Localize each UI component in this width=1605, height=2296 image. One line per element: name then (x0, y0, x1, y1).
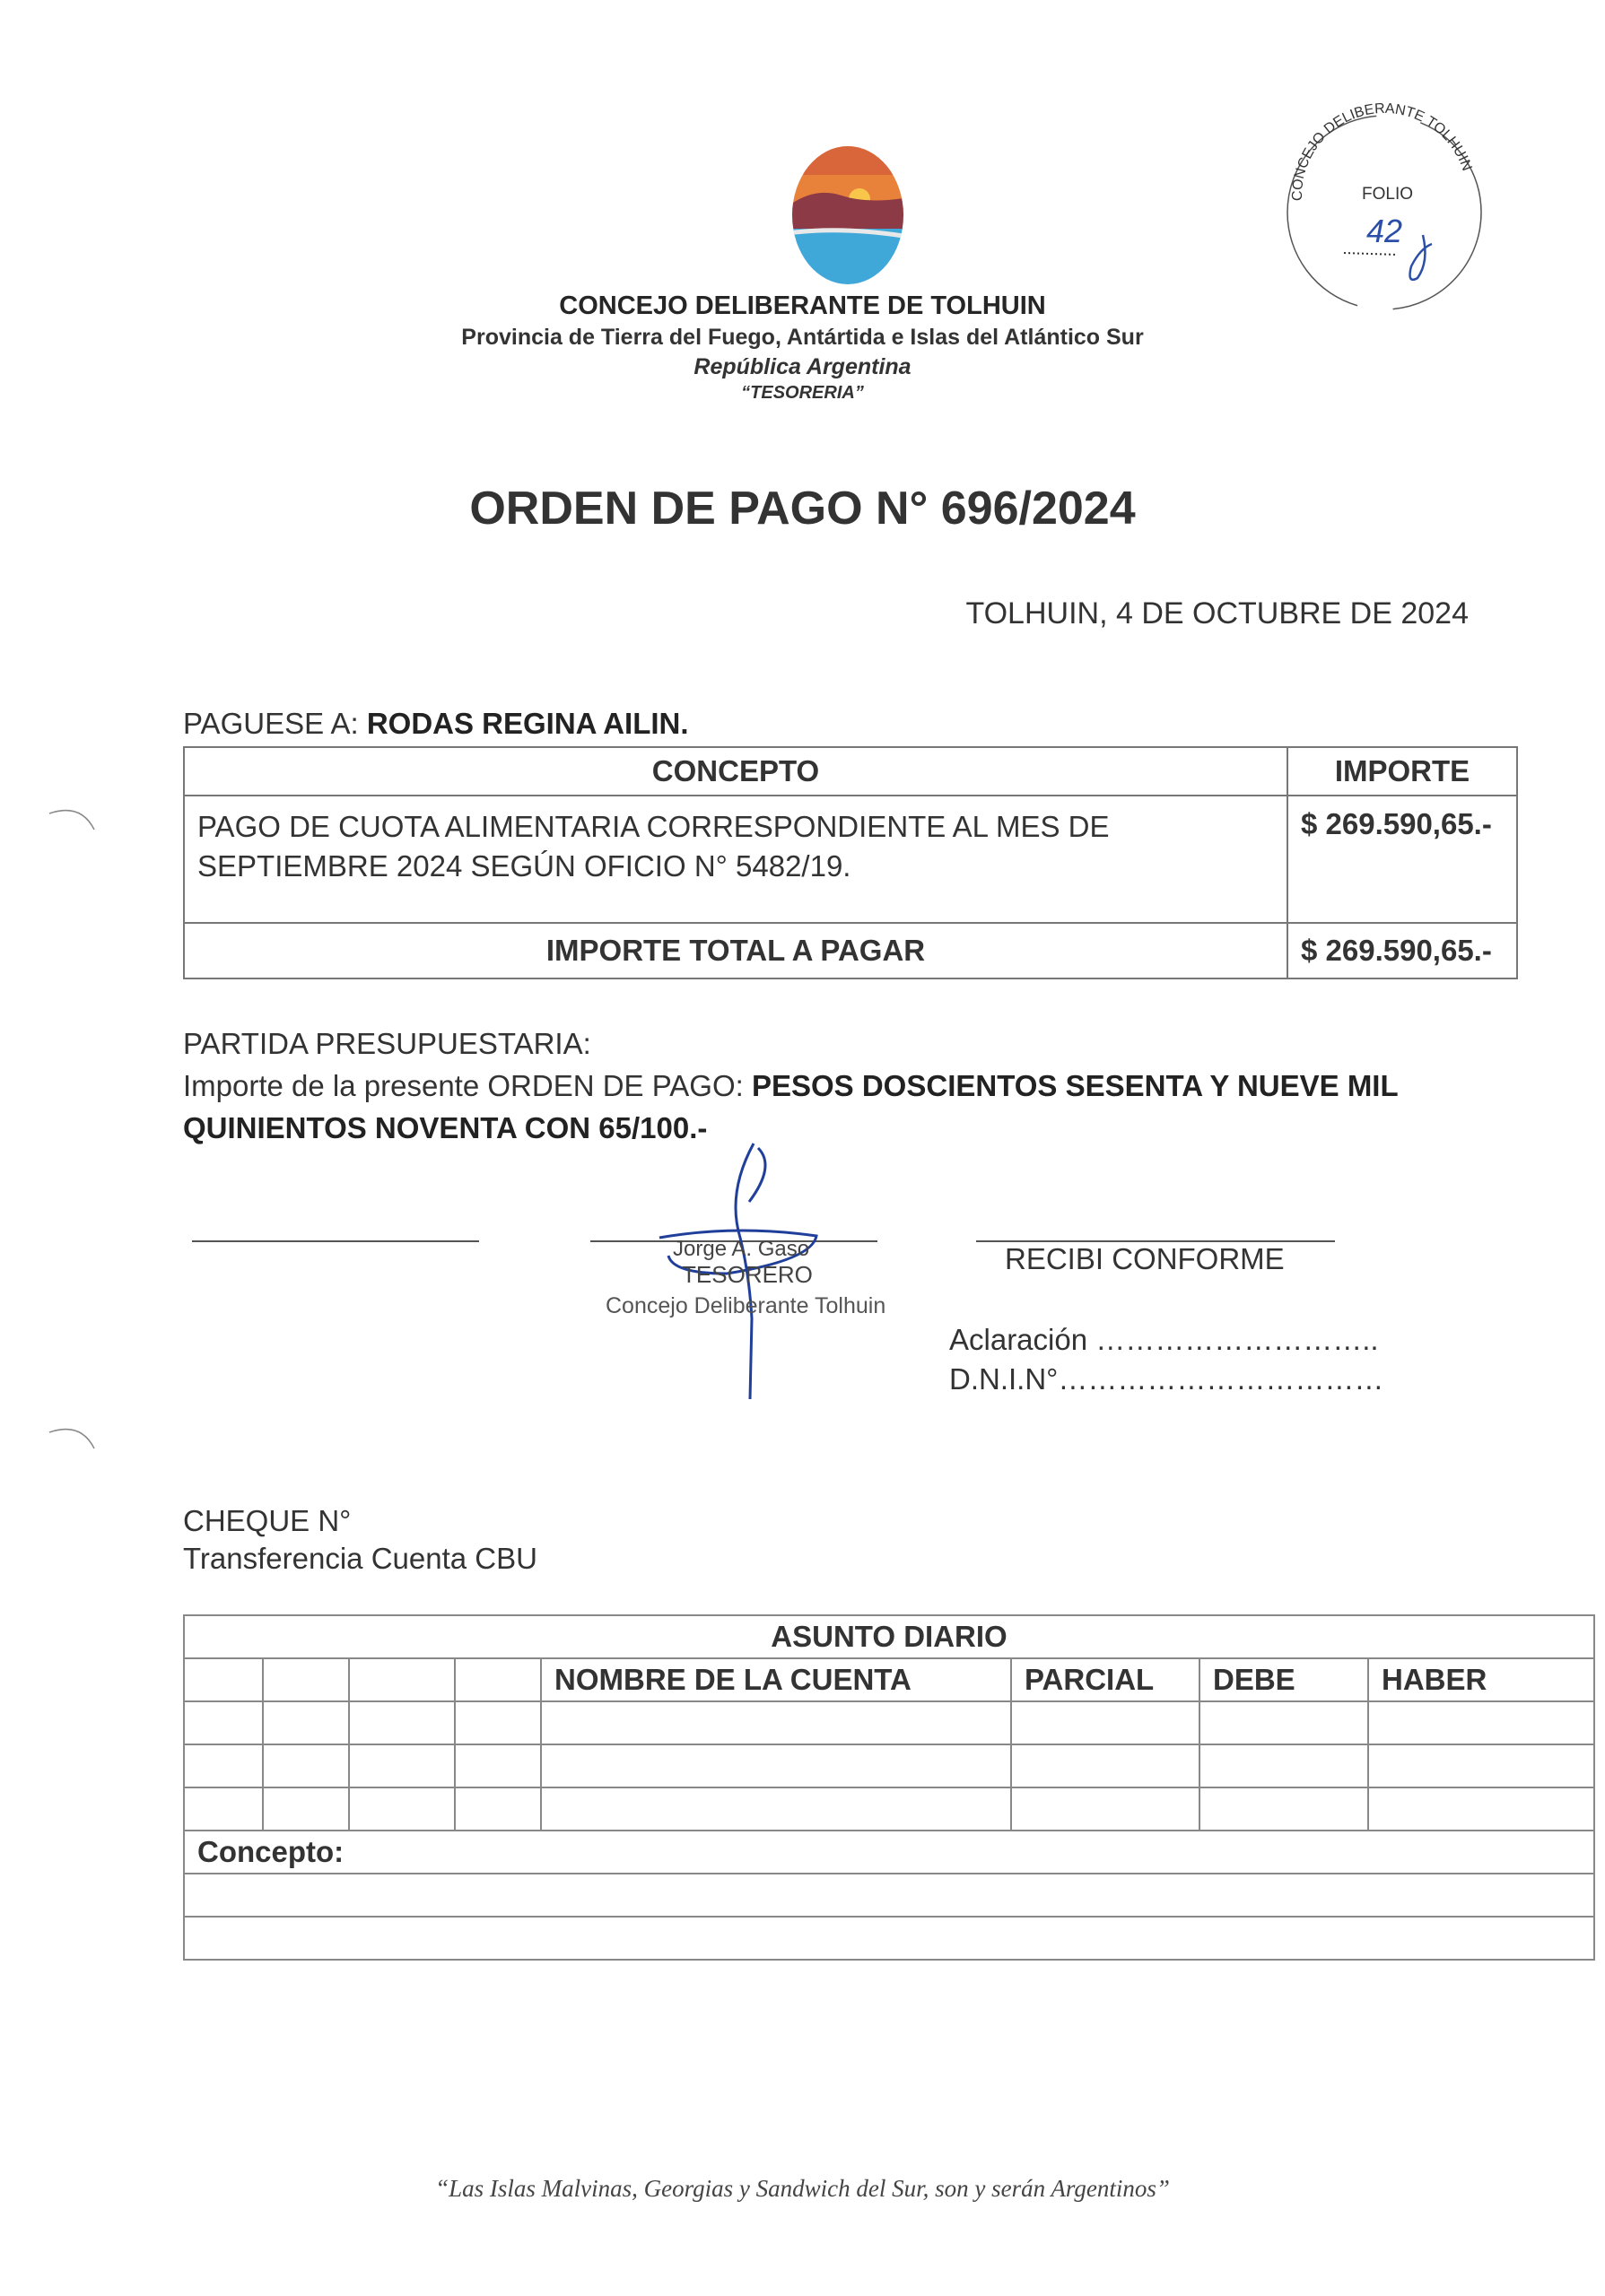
diario-title: ASUNTO DIARIO (184, 1615, 1594, 1658)
diario-row (184, 1787, 1594, 1831)
concejo-logo (788, 144, 909, 287)
col-parcial: PARCIAL (1011, 1658, 1199, 1701)
amount-cell: $ 269.590,65.- (1287, 796, 1517, 923)
diario-cell (349, 1658, 455, 1701)
col-debe: DEBE (1199, 1658, 1368, 1701)
concept-cell: PAGO DE CUOTA ALIMENTARIA CORRESPONDIENTE AL MES DE SEPTIEMBRE 2024 SEGÚN OFICIO N° 5482/19. (184, 796, 1287, 923)
concept-header: CONCEPTO (184, 747, 1287, 796)
treasurer-name: Jorge A. Gaso (673, 1237, 810, 1261)
asunto-diario-table (183, 1614, 1595, 1961)
punch-hole-mark (45, 1422, 99, 1457)
total-label: IMPORTE TOTAL A PAGAR (184, 923, 1287, 978)
country-line: República Argentina (693, 354, 912, 379)
treasurer-signature (592, 1139, 897, 1408)
dni-field: D.N.I.N°…………………………… (949, 1362, 1384, 1396)
footer-motto: “Las Islas Malvinas, Georgias y Sandwich del Sur, son y serán Argentinos” (435, 2175, 1170, 2202)
aclaracion-field: Aclaración ……………………….. (949, 1323, 1379, 1356)
folio-stamp (1272, 100, 1496, 320)
province-line: Provincia de Tierra del Fuego, Antártida e Islas del Atlántico Sur (461, 325, 1144, 350)
payee-name: RODAS REGINA AILIN. (366, 707, 689, 740)
payment-method (183, 1502, 537, 1578)
punch-hole-mark (45, 803, 99, 839)
col-haber: HABER (1368, 1658, 1594, 1701)
payment-table (183, 746, 1518, 979)
diario-cell (263, 1658, 349, 1701)
total-amount: $ 269.590,65.- (1287, 923, 1517, 978)
signature-line-left (192, 1240, 479, 1242)
payee-label: PAGUESE A: (183, 707, 367, 740)
budget-section (183, 1022, 1493, 1149)
organization-name: CONCEJO DELIBERANTE DE TOLHUIN (559, 291, 1046, 320)
receipt-fields (949, 1320, 1383, 1399)
importe-line (183, 1065, 1493, 1149)
amount-header: IMPORTE (1287, 747, 1517, 796)
stamp-ring-text: CONCEJO DELIBERANTE TOLHUIN (1289, 100, 1475, 202)
department-line: “TESORERIA” (741, 383, 864, 403)
partida-label: PARTIDA PRESUPUESTARIA: (183, 1027, 591, 1060)
diario-cell (184, 1658, 263, 1701)
date-line: TOLHUIN, 4 DE OCTUBRE DE 2024 (965, 596, 1469, 631)
recibi-conforme: RECIBI CONFORME (1005, 1242, 1285, 1275)
treasurer-role: TESORERO (682, 1261, 813, 1288)
diario-concepto-row (184, 1874, 1594, 1917)
document-title: ORDEN DE PAGO N° 696/2024 (469, 483, 1136, 535)
diario-row (184, 1744, 1594, 1787)
col-nombre-cuenta: NOMBRE DE LA CUENTA (541, 1658, 1011, 1701)
cheque-label: CHEQUE N° (183, 1504, 352, 1537)
importe-prefix: Importe de la presente ORDEN DE PAGO: (183, 1069, 752, 1102)
diario-concepto-row (184, 1917, 1594, 1960)
treasurer-institution: Concejo Deliberante Tolhuin (606, 1293, 886, 1318)
stamp-folio-number: 42 (1366, 213, 1403, 249)
payee-line (183, 707, 689, 741)
diario-cell (455, 1658, 541, 1701)
importe-words: PESOS DOSCIENTOS SESENTA Y NUEVE MIL QUINIENTOS NOVENTA CON 65/100.- (183, 1069, 1399, 1144)
diario-row (184, 1701, 1594, 1744)
transfer-label: Transferencia Cuenta CBU (183, 1542, 537, 1575)
stamp-folio-label: FOLIO (1362, 185, 1414, 204)
diario-concepto-label: Concepto: (184, 1831, 1594, 1874)
